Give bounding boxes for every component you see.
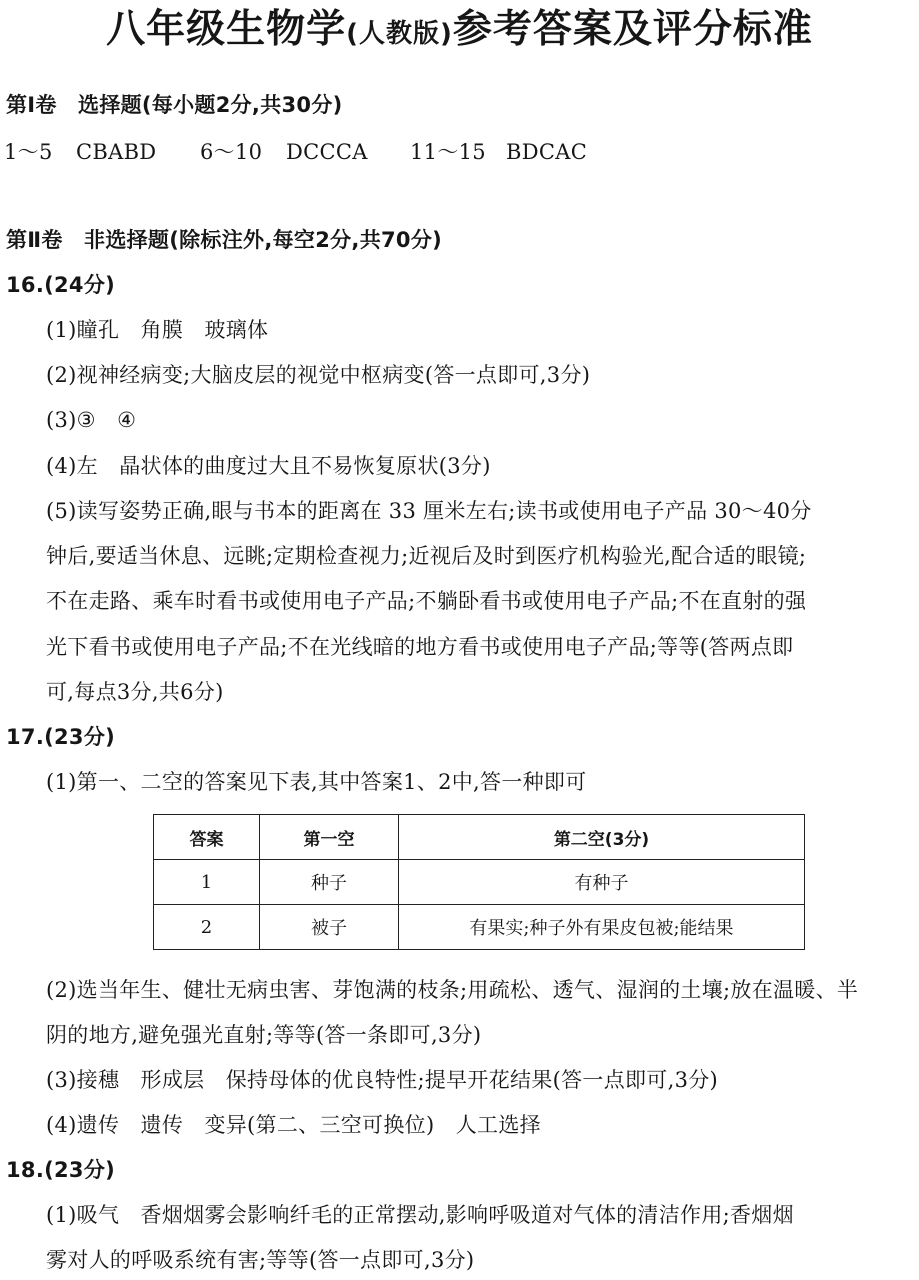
answer-letters: DCCCA: [286, 140, 368, 164]
q17-line: (4)遗传 遗传 变异(第二、三空可换位) 人工选择: [46, 1113, 541, 1137]
q17-line: (1)第一、二空的答案见下表,其中答案1、2中,答一种即可: [46, 770, 587, 794]
table-cell: 有果实;种子外有果皮包被;能结果: [399, 905, 805, 950]
q16-line: (1)瞳孔 角膜 玻璃体: [46, 318, 269, 342]
table-cell: 1: [154, 860, 260, 905]
table-cell: 有种子: [399, 860, 805, 905]
q16-line: (5)读写姿势正确,眼与书本的距离在 33 厘米左右;读书或使用电子产品 30～40分: [46, 499, 812, 523]
table-row: [154, 860, 805, 905]
answer-range: 11～15: [410, 140, 486, 164]
answer-letters: CBABD: [76, 140, 157, 164]
table-header: 第二空(3分): [399, 815, 805, 860]
q17-line: (2)选当年生、健壮无病虫害、芽饱满的枝条;用疏松、透气、湿润的土壤;放在温暖、半: [46, 978, 859, 1002]
title-main-2: 参考答案及评分标准: [452, 7, 813, 52]
title-publisher: (人教版): [346, 19, 453, 49]
table-header: 第一空: [260, 815, 399, 860]
q17-line: 阴的地方,避免强光直射;等等(答一条即可,3分): [46, 1023, 482, 1047]
part2-heading: 第Ⅱ卷 非选择题(除标注外,每空2分,共70分): [6, 228, 443, 252]
title-main-1: 八年级生物学: [106, 7, 347, 52]
table-cell: 被子: [260, 905, 399, 950]
table-row: [154, 905, 805, 950]
table-cell: 2: [154, 905, 260, 950]
table-header: 答案: [154, 815, 260, 860]
answer-table: [153, 814, 805, 950]
part1-answers: [4, 137, 587, 167]
q16-line: 不在走路、乘车时看书或使用电子产品;不躺卧看书或使用电子产品;不在直射的强: [46, 589, 807, 613]
q16-line: 钟后,要适当休息、远眺;定期检查视力;近视后及时到医疗机构验光,配合适的眼镜;: [46, 544, 807, 568]
q16-line: 可,每点3分,共6分): [46, 680, 224, 704]
q18-label: 18.(23分): [6, 1158, 116, 1182]
q16-line: (2)视神经病变;大脑皮层的视觉中枢病变(答一点即可,3分): [46, 363, 591, 387]
answer-range: 6～10: [200, 140, 263, 164]
q18-line: 雾对人的呼吸系统有害;等等(答一点即可,3分): [46, 1248, 475, 1272]
q17-line: (3)接穗 形成层 保持母体的优良特性;提早开花结果(答一点即可,3分): [46, 1068, 719, 1092]
q16-line: (4)左 晶状体的曲度过大且不易恢复原状(3分): [46, 454, 491, 478]
page-title: [0, 6, 919, 58]
table-header-row: [154, 815, 805, 860]
q16-label: 16.(24分): [6, 273, 116, 297]
answer-range: 1～5: [4, 140, 53, 164]
q17-label: 17.(23分): [6, 725, 116, 749]
q16-line: (3)③ ④: [46, 408, 137, 432]
q16-line: 光下看书或使用电子产品;不在光线暗的地方看书或使用电子产品;等等(答两点即: [46, 635, 794, 659]
q18-line: (1)吸气 香烟烟雾会影响纤毛的正常摆动,影响呼吸道对气体的清洁作用;香烟烟: [46, 1203, 794, 1227]
table-cell: 种子: [260, 860, 399, 905]
answer-letters: BDCAC: [506, 140, 588, 164]
part1-heading: 第Ⅰ卷 选择题(每小题2分,共30分): [6, 93, 343, 117]
